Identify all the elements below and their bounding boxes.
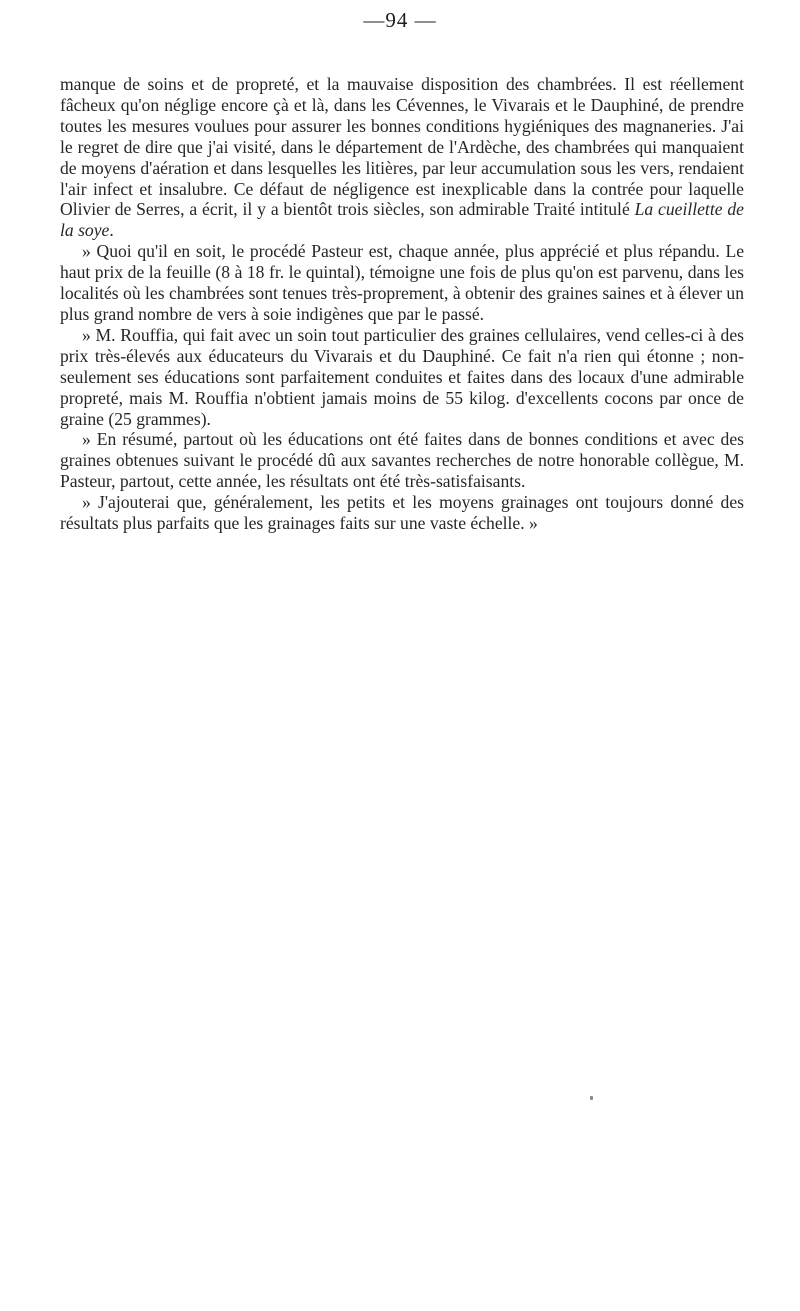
ink-smudge bbox=[590, 1096, 593, 1100]
paragraph-2-text: » Quoi qu'il en soit, le procédé Pasteur est, chaque année, plus apprécié et plus répandu. Le haut prix de la feuille (8 à 18 fr. le quintal), témoigne une fois de plus qu'on est parvenu, dans les localités où les chambrées sont tenues très-proprement, à obtenir des graines saines et à élever un plus grand nombre de vers à soie indigènes que par le passé. bbox=[60, 241, 744, 324]
paragraph-1-end: . bbox=[109, 220, 114, 241]
paragraph-3-text: » M. Rouffia, qui fait avec un soin tout particulier des graines cellulaires, vend celles-ci à des prix très-élevés aux éducateurs du Vivarais et du Dauphiné. Ce fait n'a rien qui étonne ; non-seulement ses éducations sont parfaitement conduites et faites dans des locaux d'une admirable propreté, mais M. Rouffia n'obtient jamais moins de 55 kilog. d'excellents cocons par once de graine (25 grammes). bbox=[60, 324, 744, 429]
book-title: La cueillette de la soye bbox=[60, 199, 744, 241]
paragraph-4-text: » En résumé, partout où les éducations ont été faites dans de bonnes conditions et avec des graines obtenues suivant le procédé dû aux savantes recherches de notre honorable collègue, M. Pasteur, partout, cette année, les résultats ont été très-satisfaisants. bbox=[60, 429, 744, 492]
paragraph-1 bbox=[60, 74, 744, 241]
page-number: — 94 — bbox=[0, 8, 800, 33]
paragraph-5-text: » J'ajouterai que, généralement, les petits et les moyens grainages ont toujours donné des résultats plus parfaits que les grainages faits sur une vaste échelle. » bbox=[60, 492, 744, 534]
body-text bbox=[60, 74, 744, 534]
paragraph-4 bbox=[60, 429, 744, 492]
paragraph-3 bbox=[60, 325, 744, 430]
paragraph-2 bbox=[60, 241, 744, 325]
paragraph-1-text: manque de soins et de propreté, et la mauvaise disposition des chambrées. Il est réellement fâcheux qu'on néglige encore çà et là, dans les Cévennes, le Vivarais et le Dauphiné, de prendre toutes les mesures voulues pour assurer les bonnes conditions hygiéniques des magnaneries. J'ai le regret de dire que j'ai visité, dans le département de l'Ardèche, des chambrées qui manquaient de moyens d'aération et dans lesquelles les litières, par leur accumulation sous les vers, rendaient l'air infect et insalubre. Ce défaut de négligence est inexplicable dans la contrée pour laquelle Olivier de Serres, a écrit, il y a bientôt trois siècles, son admirable Traité intitulé bbox=[60, 74, 744, 220]
paragraph-5 bbox=[60, 492, 744, 534]
